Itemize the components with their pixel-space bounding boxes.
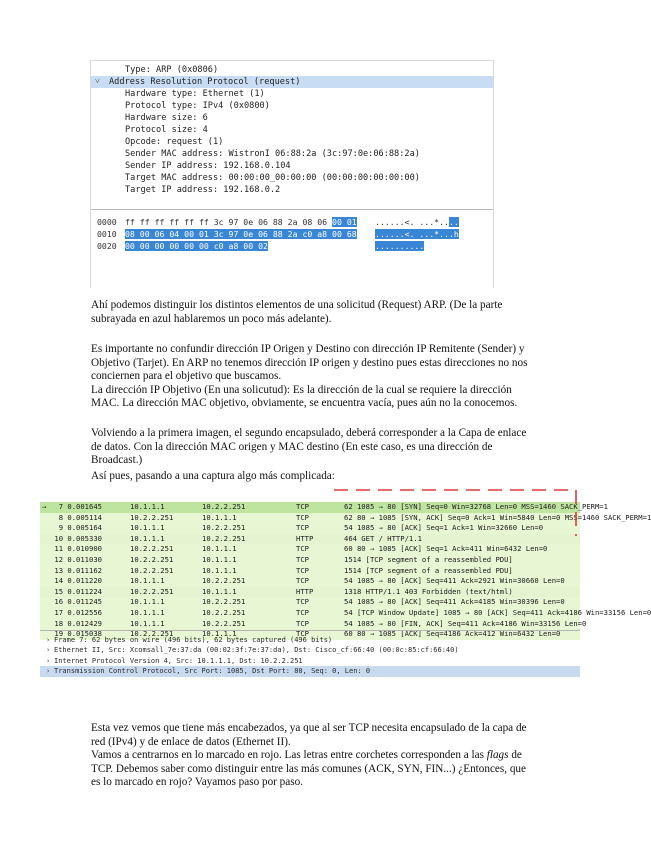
tree-line-text: Target IP address: 192.168.0.2 bbox=[125, 185, 281, 195]
packet-source: 10.2.2.251 bbox=[130, 629, 174, 639]
packet-protocol: TCP bbox=[296, 576, 309, 586]
tree-line[interactable] bbox=[91, 136, 493, 148]
flags-word: flags bbox=[486, 749, 509, 762]
detail-line-text: Ethernet II, Src: Xcomsall_7e:37:da (00:02:3f:7e:37:da), Dst: Cisco_cf:66:40 (00:0c:85:cf:66:40) bbox=[54, 646, 459, 655]
tree-line-text: Address Resolution Protocol (request) bbox=[109, 77, 301, 87]
detail-line-text: Frame 7: 62 bytes on wire (496 bits), 62 bytes captured (496 bits) bbox=[54, 636, 333, 644]
packet-protocol: TCP bbox=[296, 502, 309, 511]
hex-bytes-selected: 08 00 06 04 00 01 3c 97 0e 06 88 2a c0 a8 00 68 bbox=[125, 229, 357, 239]
chevron-right-icon[interactable]: › bbox=[46, 646, 51, 655]
packet-protocol: TCP bbox=[296, 629, 309, 639]
hex-bytes-selected: 00 00 00 00 00 00 c0 a8 00 02 bbox=[125, 241, 268, 251]
hex-dump-pane bbox=[91, 209, 493, 288]
paragraph-text: Vamos a centrarnos en lo marcado en rojo. Las letras entre corchetes corresponden a las bbox=[91, 749, 487, 762]
packet-destination: 10.1.1.1 bbox=[202, 565, 237, 575]
packet-source: 10.1.1.1 bbox=[130, 502, 165, 511]
hex-ascii-selected: .......... bbox=[375, 241, 425, 251]
paragraph-text: Volviendo a la primera imagen, el segundo encapsulado, deberá corresponder a la Capa de enlace de datos. Con la dirección MAC origen y MAC destino (En este caso, es una dirección de Broadcast.) bbox=[91, 427, 527, 467]
detail-line-text: Transmission Control Protocol, Src Port: 1085, Dst Port: 80, Seq: 0, Len: 0 bbox=[54, 667, 371, 676]
arp-capture-screenshot bbox=[90, 60, 494, 288]
packet-number: 12 0.011030 bbox=[54, 554, 102, 564]
paragraph-text: La dirección IP Objetivo (En una solicutud): Es la dirección de la cual se requiere la dirección MAC. La dirección MAC objetivo, obviamente, se encuentra vacía, pues aún no la conocemos. bbox=[91, 383, 518, 410]
packet-number: 9 0.005164 bbox=[58, 523, 102, 533]
selected-row-arrow-icon: → bbox=[42, 502, 47, 511]
tree-line-text: Type: ARP (0x0806) bbox=[125, 65, 219, 75]
chevron-right-icon[interactable]: › bbox=[46, 636, 51, 644]
detail-line[interactable] bbox=[40, 666, 580, 676]
packet-source: 10.1.1.1 bbox=[130, 533, 165, 543]
packet-info: 60 80 → 1085 [ACK] Seq=1 Ack=411 Win=6432 Len=0 bbox=[344, 544, 548, 554]
tree-line[interactable] bbox=[91, 184, 493, 196]
tree-line[interactable] bbox=[91, 76, 493, 88]
hex-ascii bbox=[375, 216, 459, 228]
packet-number: 17 0.012556 bbox=[54, 607, 102, 617]
packet-destination: 10.2.2.251 bbox=[202, 607, 246, 617]
hex-offset: 0010 bbox=[97, 229, 117, 239]
paragraph-text: Es importante no confundir dirección IP Origen y Destino con dirección IP Remitente (Sender) y Objetivo (Tarjet). En ARP no tenemos dirección IP origen y destino pues estas direcciones no nos conciernen para el objetivo que buscamos. bbox=[91, 343, 528, 383]
packet-number: 11 0.010900 bbox=[54, 544, 102, 554]
packet-number: 8 0.005114 bbox=[58, 512, 102, 522]
paragraph-complicated-capture bbox=[91, 470, 531, 484]
packet-protocol: TCP bbox=[296, 618, 309, 628]
detail-line[interactable] bbox=[40, 635, 580, 645]
packet-protocol: TCP bbox=[296, 523, 309, 533]
packet-info: 54 1085 → 80 [ACK] Seq=411 Ack=2921 Win=30660 Len=0 bbox=[344, 576, 565, 586]
tree-line[interactable] bbox=[91, 88, 493, 100]
packet-info: 464 GET / HTTP/1.1 bbox=[344, 533, 422, 543]
tree-line-text: Sender IP address: 192.168.0.104 bbox=[125, 161, 291, 171]
red-dashed-highlight bbox=[332, 488, 651, 536]
tree-line-text: Target MAC address: 00:00:00_00:00:00 (00:00:00:00:00:00) bbox=[125, 173, 420, 183]
packet-source: 10.2.2.251 bbox=[130, 512, 174, 522]
packet-row[interactable] bbox=[40, 587, 580, 598]
chevron-right-icon[interactable]: › bbox=[46, 656, 51, 665]
tree-line-text: Sender MAC address: WistronI 06:88:2a (3c:97:0e:06:88:2a) bbox=[125, 149, 420, 159]
chevron-down-icon[interactable]: ˅ bbox=[95, 77, 100, 87]
packet-source: 10.1.1.1 bbox=[130, 576, 165, 586]
packet-protocol: TCP bbox=[296, 607, 309, 617]
packet-destination: 10.2.2.251 bbox=[202, 533, 246, 543]
paragraph-arp-intro bbox=[91, 299, 531, 326]
paragraph-text: de TCP. Debemos saber como distinguir entre las más comunes (ACK, SYN, FIN...) ¿Entonces, que es lo marcado en rojo? Vayamos paso por paso. bbox=[91, 749, 526, 789]
hex-bytes bbox=[125, 228, 375, 240]
packet-row[interactable] bbox=[40, 576, 580, 587]
paragraph-text: Así pues, pasando a una captura algo más complicada: bbox=[91, 470, 335, 482]
packet-destination: 10.1.1.1 bbox=[202, 629, 237, 639]
hex-bytes bbox=[125, 240, 375, 252]
packet-info: 54 [TCP Window Update] 1085 → 80 [ACK] Seq=411 Ack=4186 Win=33156 Len=0 bbox=[344, 607, 651, 617]
packet-number: 7 0.001645 bbox=[58, 502, 102, 511]
packet-protocol: TCP bbox=[296, 554, 309, 564]
packet-row[interactable] bbox=[40, 618, 587, 630]
detail-line-text: Internet Protocol Version 4, Src: 10.1.1.1, Dst: 10.2.2.251 bbox=[54, 656, 303, 665]
detail-line[interactable] bbox=[40, 656, 580, 666]
packet-protocol: TCP bbox=[296, 597, 309, 607]
packet-info: 54 1085 → 80 [ACK] Seq=411 Ack=4185 Win=30396 Len=0 bbox=[344, 597, 565, 607]
packet-info: 60 80 → 1085 [ACK] Seq=4186 Ack=412 Win=6432 Len=0 bbox=[344, 629, 561, 639]
paragraph-flags bbox=[91, 749, 531, 790]
hex-row bbox=[97, 240, 424, 252]
packet-source: 10.2.2.251 bbox=[130, 586, 174, 596]
tree-line[interactable] bbox=[91, 64, 493, 76]
packet-destination: 10.1.1.1 bbox=[202, 512, 237, 522]
packet-source: 10.1.1.1 bbox=[130, 618, 165, 628]
packet-info: 62 80 → 1085 [SYN, ACK] Seq=0 Ack=1 Win=5840 Len=0 MSS=1460 SACK_PERM=1 bbox=[344, 512, 651, 522]
packet-info: 1514 [TCP segment of a reassembled PDU] bbox=[344, 554, 513, 564]
tree-line-text: Hardware type: Ethernet (1) bbox=[125, 89, 265, 99]
packet-row[interactable] bbox=[40, 607, 651, 619]
packet-info: 1514 [TCP segment of a reassembled PDU] bbox=[344, 565, 513, 575]
packet-destination: 10.2.2.251 bbox=[202, 576, 246, 586]
packet-destination: 10.2.2.251 bbox=[202, 618, 246, 628]
packet-protocol: TCP bbox=[296, 512, 309, 522]
packet-source: 10.1.1.1 bbox=[130, 597, 165, 607]
hex-ascii-plain: ......<. ...*.. bbox=[375, 217, 449, 227]
paragraph-data-link bbox=[91, 427, 531, 468]
hex-ascii bbox=[375, 240, 424, 252]
tree-line-text: Protocol type: IPv4 (0x0800) bbox=[125, 101, 270, 111]
packet-number: 13 0.011162 bbox=[54, 565, 102, 575]
tree-line[interactable] bbox=[91, 148, 493, 160]
packet-destination: 10.1.1.1 bbox=[202, 586, 237, 596]
packet-info: 62 1085 → 80 [SYN] Seq=0 Win=32768 Len=0 MSS=1460 SACK_PERM=1 bbox=[344, 502, 608, 511]
packet-source: 10.1.1.1 bbox=[130, 523, 165, 533]
packet-source: 10.2.2.251 bbox=[130, 565, 174, 575]
packet-info: 54 1085 → 80 [ACK] Seq=1 Ack=1 Win=32660 Len=0 bbox=[344, 523, 544, 533]
tree-line[interactable] bbox=[91, 160, 493, 172]
packet-row[interactable] bbox=[40, 597, 580, 608]
packet-protocol: HTTP bbox=[296, 533, 314, 543]
packet-row[interactable] bbox=[40, 566, 580, 577]
packet-destination: 10.2.2.251 bbox=[202, 502, 246, 511]
chevron-right-icon[interactable]: › bbox=[46, 667, 51, 676]
packet-source: 10.1.1.1 bbox=[130, 607, 165, 617]
packet-row[interactable] bbox=[40, 544, 580, 555]
hex-offset: 0020 bbox=[97, 241, 117, 251]
paragraph-ip-explanation bbox=[91, 343, 531, 411]
packet-info: 54 1085 → 80 [FIN, ACK] Seq=411 Ack=4186 Win=33156 Len=0 bbox=[344, 618, 587, 628]
packet-number: 10 0.005330 bbox=[54, 533, 102, 543]
packet-destination: 10.1.1.1 bbox=[202, 544, 237, 554]
packet-protocol: TCP bbox=[296, 544, 309, 554]
tree-line-text: Protocol size: 4 bbox=[125, 125, 208, 135]
packet-detail-tree bbox=[91, 61, 493, 196]
tree-line-text: Hardware size: 6 bbox=[125, 113, 208, 123]
packet-destination: 10.2.2.251 bbox=[202, 523, 246, 533]
hex-ascii-selected: .. bbox=[448, 217, 459, 227]
packet-number: 18 0.012429 bbox=[54, 618, 102, 628]
tree-line[interactable] bbox=[91, 124, 493, 136]
paragraph-text: Ahí podemos distinguir los distintos elementos de una solicitud (Request) ARP. (De la parte subrayada en azul hablaremos un poco más adelante). bbox=[91, 299, 503, 325]
hex-row bbox=[97, 228, 459, 240]
tree-line-text: Opcode: request (1) bbox=[125, 137, 224, 147]
packet-source: 10.2.2.251 bbox=[130, 544, 174, 554]
hex-bytes bbox=[125, 216, 375, 228]
detail-line[interactable] bbox=[40, 645, 580, 655]
tree-line[interactable] bbox=[91, 172, 493, 184]
paragraph-text: Esta vez vemos que tiene más encabezados, ya que al ser TCP necesita encapsulado de la capa de red (IPv4) y de enlace de datos (Ethernet II). bbox=[91, 722, 527, 748]
packet-detail-tree bbox=[40, 630, 580, 677]
packet-number: 19 0.015038 bbox=[54, 629, 102, 639]
packet-number: 15 0.011224 bbox=[54, 586, 102, 596]
packet-row[interactable] bbox=[40, 555, 580, 566]
hex-bytes-selected: 00 01 bbox=[332, 217, 357, 227]
hex-offset: 0000 bbox=[97, 217, 117, 227]
paragraph-tcp-headers bbox=[91, 722, 531, 790]
hex-ascii bbox=[375, 228, 459, 240]
tree-line[interactable] bbox=[91, 100, 493, 112]
tree-line[interactable] bbox=[91, 112, 493, 124]
packet-number: 14 0.011220 bbox=[54, 576, 102, 586]
packet-number: 16 0.011245 bbox=[54, 597, 102, 607]
packet-destination: 10.2.2.251 bbox=[202, 597, 246, 607]
packet-info: 1318 HTTP/1.1 403 Forbidden (text/html) bbox=[344, 586, 513, 596]
packet-destination: 10.1.1.1 bbox=[202, 554, 237, 564]
hex-ascii-selected: ......<. ...*...h bbox=[375, 229, 459, 239]
packet-protocol: HTTP bbox=[296, 586, 314, 596]
packet-source: 10.2.2.251 bbox=[130, 554, 174, 564]
hex-row bbox=[97, 216, 459, 228]
hex-bytes-plain: ff ff ff ff ff ff 3c 97 0e 06 88 2a 08 06 bbox=[125, 217, 333, 227]
packet-protocol: TCP bbox=[296, 565, 309, 575]
